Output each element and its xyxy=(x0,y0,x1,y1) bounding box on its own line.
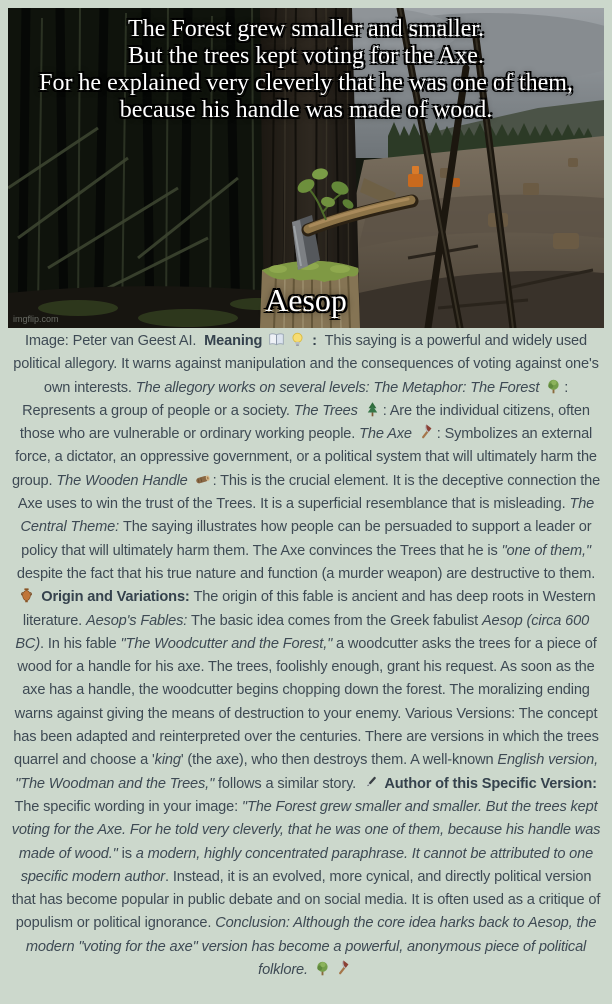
text-run: The basic idea comes from the Greek fabulist xyxy=(191,612,482,629)
text-run: Conclusion: Although the core idea harks back to Aesop, the modern "voting for the axe" version has become a powerful, anonymous piece of political folklore. xyxy=(25,915,597,979)
text-run: "The Woodcutter and the Forest," xyxy=(120,635,333,652)
amphora-icon xyxy=(18,587,35,604)
text-run: a woodcutter asks the trees for a piece of wood for a handle for his axe. The trees, foolishly enough, grant his request. As soon as the axe has a handle, the woodcutter begins chopping down the forest. The moralizing ending warns against giving the means of destruction to your enemy. Various Versions: The concept has been adapted and reinterpreted over the centuries. There are versions in which the trees quarrel and choose a ' xyxy=(13,635,599,769)
text-run: The Axe xyxy=(359,426,416,443)
text-run: : Symbolizes an external force, a dictator, an oppressive government, or a political system that will ultimately harm the group. xyxy=(11,426,597,489)
text-run: : Represents a group of people or a society. xyxy=(22,379,569,419)
text-run: The Trees xyxy=(293,402,362,419)
text-run: The allegory works on several levels: The Metaphor: The Forest xyxy=(135,379,544,396)
axe-icon xyxy=(335,960,352,977)
deciduous-tree-icon xyxy=(314,960,331,977)
text-run: . In his fable xyxy=(40,635,121,652)
text-run: : Are the individual citizens, often those who are vulnerable or ordinary working people. xyxy=(19,402,590,443)
text-run: Author of this Specific Version: xyxy=(380,775,597,792)
evergreen-tree-icon xyxy=(364,401,381,418)
meme-caption-line: The Forest grew smaller and smaller. xyxy=(128,16,484,42)
text-run: follows a similar story. xyxy=(214,775,360,792)
text-run: . Instead, it is an evolved, more cynical, and directly political version that has become popular in public debate and on social media. It is often used as a critique of populism or political ignorance. xyxy=(11,868,601,932)
meme-caption-line: But the trees kept voting for the Axe. xyxy=(128,43,484,69)
meme-caption-line: because his handle was made of wood. xyxy=(119,97,493,123)
text-run: ' (the axe), who then destroys them. A well-known xyxy=(180,752,498,769)
text-run: a modern, highly concentrated paraphrase. It cannot be attributed to one specific modern author xyxy=(20,845,594,885)
open-book-icon xyxy=(268,331,285,348)
text-run: Meaning xyxy=(204,333,267,349)
text-run: : This is the crucial element. It is the deceptive connection the Axe uses to win the trust of the Trees. It is a superficial resemblance that is misleading. xyxy=(17,472,601,513)
text-run: "one of them," xyxy=(501,542,591,559)
text-run: Origin and Variations: xyxy=(37,589,194,606)
axe-icon xyxy=(418,424,435,441)
text-run: The specific wording in your image: xyxy=(14,798,242,815)
text-run: The saying illustrates how people can be persuaded to support a leader or policy that will ultimately harm them. The Axe convinces the Trees that he is xyxy=(21,519,592,559)
light-bulb-icon xyxy=(289,331,306,348)
pen-icon xyxy=(362,774,379,791)
meme-top-text xyxy=(8,16,604,124)
text-run: The Wooden Handle xyxy=(56,472,192,489)
meme-caption-line: For he explained very cleverly that he was one of them, xyxy=(39,70,573,96)
text-run: : xyxy=(308,333,325,349)
watermark: imgflip.com xyxy=(13,314,59,324)
text-run: is xyxy=(117,845,136,862)
analysis-text xyxy=(9,330,603,982)
text-run: Aesop's Fables: xyxy=(86,612,192,629)
text-run: Aesop (circa 600 BC) xyxy=(15,612,590,652)
text-run: This saying is a powerful and widely used political allegory. It warns against manipulation and the consequences of voting against one's own interests. xyxy=(13,333,599,396)
text-run: The origin of this fable is ancient and has deep roots in Western literature. xyxy=(22,589,596,629)
meme-image xyxy=(8,8,604,328)
text-run: The Central Theme: xyxy=(20,496,595,536)
text-run: English version, "The Woodman and the Trees," xyxy=(15,752,598,792)
meme-author-caption: Aesop xyxy=(265,282,347,318)
wood-log-icon xyxy=(194,471,211,488)
text-run: king xyxy=(154,752,181,769)
deciduous-tree-icon xyxy=(545,378,562,395)
text-run: "The Forest grew smaller and smaller. But the trees kept voting for the Axe. For he told very cleverly, that he was one of them, because his handle was made of wood." xyxy=(11,798,601,862)
text-run: despite the fact that his true nature and function (a murder weapon) are destructive to them. xyxy=(16,565,596,582)
text-run: Image: Peter van Geest AI. xyxy=(25,333,205,349)
